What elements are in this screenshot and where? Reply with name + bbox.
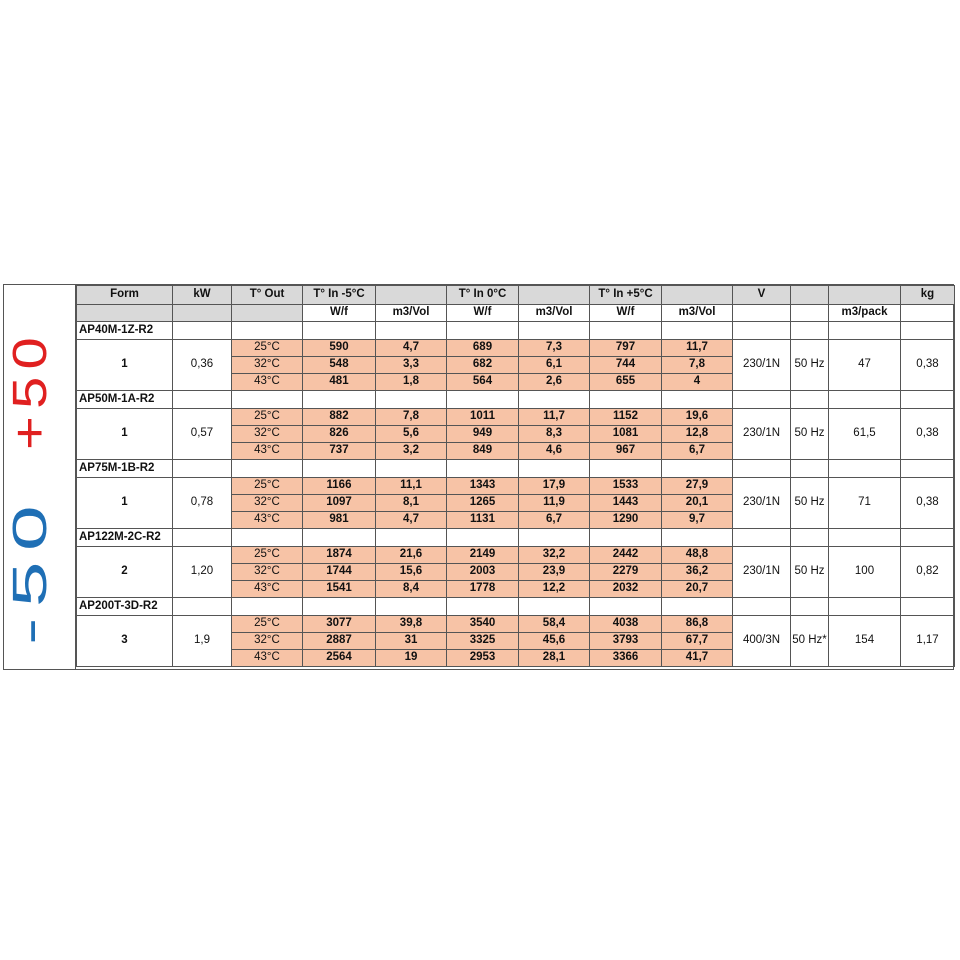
form-cell: 1 [77,409,173,460]
value-cell: 41,7 [662,650,733,667]
kw-cell: 0,78 [173,478,232,529]
empty-cell [303,322,376,340]
subheader-cell [232,305,303,322]
empty-cell [232,529,303,547]
value-cell: 67,7 [662,633,733,650]
value-cell: 7,8 [662,357,733,374]
kw-cell: 1,9 [173,616,232,667]
pack-cell: 47 [829,340,901,391]
value-cell: 564 [447,374,519,391]
empty-cell [791,391,829,409]
empty-cell [791,460,829,478]
value-cell: 3540 [447,616,519,633]
voltage-cell: 230/1N [733,340,791,391]
subheader-cell [733,305,791,322]
voltage-cell: 230/1N [733,547,791,598]
value-cell: 1081 [590,426,662,443]
model-row [77,598,955,616]
value-cell: 20,1 [662,495,733,512]
temperature-range-graphic [4,285,76,669]
empty-cell [303,460,376,478]
subheader-cell [173,305,232,322]
data-row [77,478,955,495]
data-row [77,409,955,426]
value-cell: 48,8 [662,547,733,564]
empty-cell [447,598,519,616]
value-cell: 655 [590,374,662,391]
subheader-cell: m3/pack [829,305,901,322]
value-cell: 949 [447,426,519,443]
value-cell: 590 [303,340,376,357]
empty-cell [829,529,901,547]
empty-cell [901,460,955,478]
temp-out-cell: 25°C [232,409,303,426]
value-cell: 1265 [447,495,519,512]
empty-cell [829,598,901,616]
subheader-cell [791,305,829,322]
value-cell: 32,2 [519,547,590,564]
value-cell: 967 [590,443,662,460]
value-cell: 23,9 [519,564,590,581]
temp-out-cell: 43°C [232,650,303,667]
value-cell: 1343 [447,478,519,495]
form-cell: 2 [77,547,173,598]
value-cell: 481 [303,374,376,391]
temp-out-cell: 32°C [232,426,303,443]
value-cell: 7,8 [376,409,447,426]
empty-cell [662,322,733,340]
value-cell: 3366 [590,650,662,667]
empty-cell [232,598,303,616]
value-cell: 797 [590,340,662,357]
value-cell: 17,9 [519,478,590,495]
frequency-cell: 50 Hz [791,478,829,529]
empty-cell [173,529,232,547]
value-cell: 2442 [590,547,662,564]
empty-cell [901,391,955,409]
header-cell: kg [901,286,955,305]
voltage-cell: 230/1N [733,478,791,529]
weight-cell: 1,17 [901,616,955,667]
subheader-cell [77,305,173,322]
header-cell: T° In +5°C [590,286,662,305]
value-cell: 1152 [590,409,662,426]
header-cell: T° In 0°C [447,286,519,305]
header-cell: kW [173,286,232,305]
value-cell: 8,3 [519,426,590,443]
form-cell: 1 [77,340,173,391]
header-cell [376,286,447,305]
performance-table [76,285,955,667]
value-cell: 11,7 [519,409,590,426]
value-cell: 3077 [303,616,376,633]
value-cell: 2564 [303,650,376,667]
value-cell: 981 [303,512,376,529]
spec-table-frame [3,284,954,670]
model-name: AP122M-2C-R2 [77,529,173,547]
value-cell: 3,3 [376,357,447,374]
data-row [77,616,955,633]
value-cell: 11,9 [519,495,590,512]
empty-cell [662,460,733,478]
form-cell: 3 [77,616,173,667]
kw-cell: 0,36 [173,340,232,391]
value-cell: 39,8 [376,616,447,633]
value-cell: 744 [590,357,662,374]
value-cell: 1,8 [376,374,447,391]
value-cell: 2149 [447,547,519,564]
weight-cell: 0,38 [901,409,955,460]
value-cell: 45,6 [519,633,590,650]
empty-cell [519,529,590,547]
weight-cell: 0,38 [901,478,955,529]
subheader-cell: m3/Vol [662,305,733,322]
value-cell: 28,1 [519,650,590,667]
value-cell: 2032 [590,581,662,598]
temp-out-cell: 32°C [232,357,303,374]
empty-cell [791,598,829,616]
value-cell: 6,1 [519,357,590,374]
value-cell: 1778 [447,581,519,598]
empty-cell [590,460,662,478]
empty-cell [901,529,955,547]
empty-cell [303,598,376,616]
value-cell: 849 [447,443,519,460]
value-cell: 1011 [447,409,519,426]
form-cell: 1 [77,478,173,529]
empty-cell [447,322,519,340]
empty-cell [590,529,662,547]
value-cell: 2003 [447,564,519,581]
value-cell: 1131 [447,512,519,529]
empty-cell [662,529,733,547]
value-cell: 12,8 [662,426,733,443]
temp-out-cell: 25°C [232,478,303,495]
model-name: AP200T-3D-R2 [77,598,173,616]
subheader-cell: m3/Vol [376,305,447,322]
empty-cell [901,322,955,340]
positive-range-label: +50 [4,350,57,450]
value-cell: 882 [303,409,376,426]
pack-cell: 71 [829,478,901,529]
frequency-cell: 50 Hz [791,409,829,460]
temp-out-cell: 32°C [232,633,303,650]
empty-cell [232,460,303,478]
header-row [77,286,955,305]
empty-cell [519,598,590,616]
value-cell: 682 [447,357,519,374]
header-cell [662,286,733,305]
data-row [77,340,955,357]
empty-cell [590,598,662,616]
subheader-cell: m3/Vol [519,305,590,322]
empty-cell [733,322,791,340]
subheader-cell: W/f [303,305,376,322]
model-name: AP40M-1Z-R2 [77,322,173,340]
temp-out-cell: 32°C [232,564,303,581]
value-cell: 5,6 [376,426,447,443]
pack-cell: 61,5 [829,409,901,460]
header-cell [829,286,901,305]
model-row [77,529,955,547]
empty-cell [519,460,590,478]
empty-cell [376,598,447,616]
empty-cell [376,322,447,340]
empty-cell [662,598,733,616]
value-cell: 1533 [590,478,662,495]
empty-cell [519,391,590,409]
weight-cell: 0,82 [901,547,955,598]
empty-cell [447,460,519,478]
empty-cell [733,460,791,478]
header-cell: T° Out [232,286,303,305]
empty-cell [733,529,791,547]
header-cell [791,286,829,305]
value-cell: 1874 [303,547,376,564]
temp-out-cell: 43°C [232,374,303,391]
empty-cell [590,322,662,340]
value-cell: 3,2 [376,443,447,460]
value-cell: 689 [447,340,519,357]
value-cell: 6,7 [519,512,590,529]
value-cell: 19,6 [662,409,733,426]
value-cell: 3793 [590,633,662,650]
voltage-cell: 230/1N [733,409,791,460]
header-cell: Form [77,286,173,305]
value-cell: 58,4 [519,616,590,633]
empty-cell [303,529,376,547]
model-name: AP50M-1A-R2 [77,391,173,409]
value-cell: 3325 [447,633,519,650]
value-cell: 19 [376,650,447,667]
value-cell: 6,7 [662,443,733,460]
pack-cell: 100 [829,547,901,598]
value-cell: 548 [303,357,376,374]
value-cell: 20,7 [662,581,733,598]
empty-cell [376,391,447,409]
value-cell: 826 [303,426,376,443]
empty-cell [232,391,303,409]
empty-cell [173,598,232,616]
value-cell: 1290 [590,512,662,529]
weight-cell: 0,38 [901,340,955,391]
value-cell: 2953 [447,650,519,667]
kw-cell: 1,20 [173,547,232,598]
value-cell: 4 [662,374,733,391]
subheader-row [77,305,955,322]
value-cell: 2279 [590,564,662,581]
temp-out-cell: 43°C [232,443,303,460]
header-cell [519,286,590,305]
model-row [77,322,955,340]
value-cell: 1541 [303,581,376,598]
value-cell: 11,1 [376,478,447,495]
value-cell: 8,1 [376,495,447,512]
model-row [77,460,955,478]
empty-cell [447,529,519,547]
negative-range-label: -50 [4,557,57,645]
data-row [77,547,955,564]
value-cell: 21,6 [376,547,447,564]
empty-cell [303,391,376,409]
value-cell: 15,6 [376,564,447,581]
temp-out-cell: 25°C [232,547,303,564]
value-cell: 7,3 [519,340,590,357]
temp-out-cell: 43°C [232,581,303,598]
value-cell: 86,8 [662,616,733,633]
empty-cell [662,391,733,409]
frequency-cell: 50 Hz [791,547,829,598]
value-cell: 36,2 [662,564,733,581]
voltage-cell: 400/3N [733,616,791,667]
value-cell: 1744 [303,564,376,581]
value-cell: 12,2 [519,581,590,598]
value-cell: 4038 [590,616,662,633]
subheader-cell: W/f [447,305,519,322]
empty-cell [232,322,303,340]
empty-cell [829,322,901,340]
empty-cell [733,391,791,409]
value-cell: 2887 [303,633,376,650]
empty-cell [173,460,232,478]
value-cell: 8,4 [376,581,447,598]
empty-cell [173,322,232,340]
value-cell: 9,7 [662,512,733,529]
temp-out-cell: 43°C [232,512,303,529]
empty-cell [791,322,829,340]
temp-out-cell: 32°C [232,495,303,512]
empty-cell [519,322,590,340]
temp-out-cell: 25°C [232,616,303,633]
empty-cell [590,391,662,409]
empty-cell [173,391,232,409]
value-cell: 31 [376,633,447,650]
value-cell: 2,6 [519,374,590,391]
empty-cell [829,391,901,409]
value-cell: 4,7 [376,340,447,357]
value-cell: 4,7 [376,512,447,529]
header-cell: T° In -5°C [303,286,376,305]
empty-cell [447,391,519,409]
empty-cell [829,460,901,478]
model-name: AP75M-1B-R2 [77,460,173,478]
empty-cell [376,529,447,547]
frequency-cell: 50 Hz [791,340,829,391]
empty-cell [791,529,829,547]
kw-cell: 0,57 [173,409,232,460]
temp-out-cell: 25°C [232,340,303,357]
model-row [77,391,955,409]
header-cell: V [733,286,791,305]
value-cell: 11,7 [662,340,733,357]
subheader-cell [901,305,955,322]
frequency-cell: 50 Hz* [791,616,829,667]
value-cell: 1443 [590,495,662,512]
value-cell: 1097 [303,495,376,512]
empty-cell [901,598,955,616]
subheader-cell: W/f [590,305,662,322]
value-cell: 737 [303,443,376,460]
temperature-range-column [4,285,76,669]
value-cell: 1166 [303,478,376,495]
value-cell: 27,9 [662,478,733,495]
empty-cell [376,460,447,478]
value-cell: 4,6 [519,443,590,460]
empty-cell [733,598,791,616]
pack-cell: 154 [829,616,901,667]
